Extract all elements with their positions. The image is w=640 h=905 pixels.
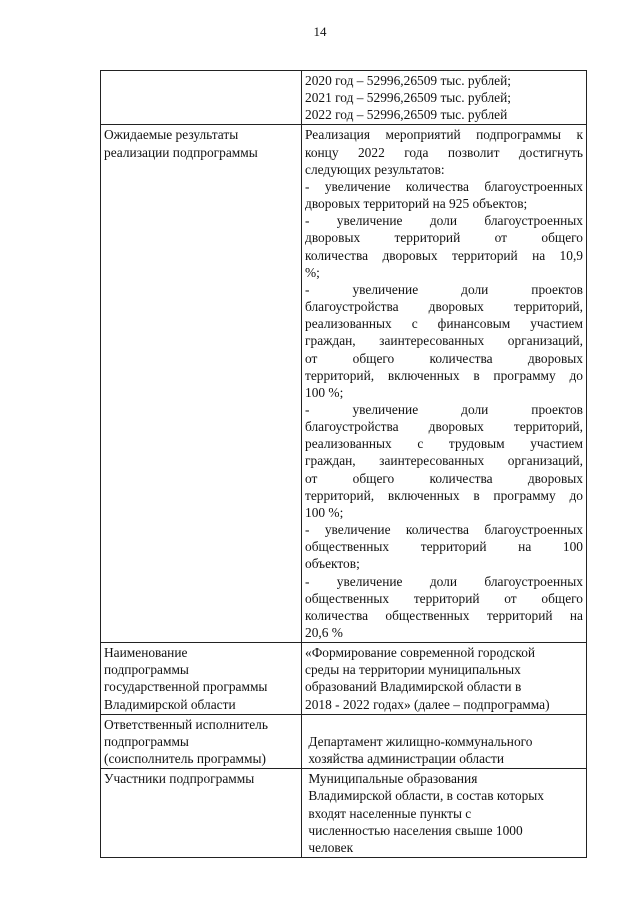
value-line: 100 %; [305, 384, 344, 400]
value-line: следующих результатов: [305, 161, 445, 177]
value-line: - увеличение количества благоустроенных [305, 522, 583, 538]
value-line: - увеличение доли проектов [305, 401, 583, 417]
row-value-cell [302, 71, 587, 125]
value-line: - увеличение доли проектов [305, 281, 583, 297]
label-line: Наименование [104, 645, 188, 661]
value-line: благоустройства дворовых территорий, [305, 299, 583, 315]
value-line: человек [305, 839, 354, 855]
value-line: 2022 год – 52996,26509 тыс. рублей [305, 107, 508, 123]
value-line: 2018 - 2022 годах» (далее – подпрограмма) [305, 696, 550, 712]
table-row [101, 643, 587, 715]
label-line: Владимирской области [104, 696, 236, 712]
value-line: количества общественных территорий на [305, 607, 583, 623]
value-line: благоустройства дворовых территорий, [305, 419, 583, 435]
value-line: 100 %; [305, 504, 344, 520]
value-line: Департамент жилищно-коммунального [305, 733, 533, 749]
label-line: Ожидаемые результаты [104, 127, 239, 143]
value-line: дворовых территорий от общего [305, 230, 583, 246]
value-line: территорий, включенных в программу до [305, 487, 583, 503]
table-row [101, 71, 587, 125]
value-line: Владимирской области, в состав которых [305, 788, 544, 804]
label-line: реализации подпрограммы [104, 144, 258, 160]
row-value-cell [302, 643, 587, 715]
value-line: «Формирование современной городской [305, 645, 536, 661]
value-line: образований Владимирской области в [305, 679, 522, 695]
value-line: Реализация мероприятий подпрограммы к [305, 127, 583, 143]
value-line: общественных территорий от общего [305, 590, 583, 606]
value-line: объектов; [305, 556, 360, 572]
value-line: от общего количества дворовых [305, 350, 583, 366]
value-line: общественных территорий на 100 [305, 539, 583, 555]
value-line: реализованных с трудовым участием [305, 436, 583, 452]
row-label-cell [101, 769, 302, 858]
value-line: дворовых территорий на 925 объектов; [305, 196, 528, 212]
value-line: - увеличение количества благоустроенных [305, 178, 583, 194]
value-line: граждан, заинтересованных организаций, [305, 453, 583, 469]
value-line: %; [305, 264, 320, 280]
table-body [101, 71, 587, 858]
table-row [101, 769, 587, 858]
row-label-cell [101, 71, 302, 125]
value-line: реализованных с финансовым участием [305, 316, 583, 332]
row-value-cell [302, 125, 587, 643]
value-line: хозяйства администрации области [305, 751, 505, 767]
value-line: численностью населения свыше 1000 [305, 822, 523, 838]
value-line: количества дворовых территорий на 10,9 [305, 247, 583, 263]
label-line: Ответственный исполнитель [104, 716, 268, 732]
value-line: концу 2022 года позволит достигнуть [305, 144, 583, 160]
row-value-cell [302, 714, 587, 768]
value-line: граждан, заинтересованных организаций, [305, 333, 583, 349]
subprogram-passport-table [100, 70, 587, 858]
value-line: территорий, включенных в программу до [305, 367, 583, 383]
row-label-cell [101, 125, 302, 643]
value-line: - увеличение доли благоустроенных [305, 573, 583, 589]
row-value-cell [302, 769, 587, 858]
label-line: подпрограммы [104, 662, 189, 678]
label-line: Участники подпрограммы [104, 771, 255, 787]
value-line: входят населенные пункты с [305, 805, 472, 821]
label-line: подпрограммы [104, 733, 189, 749]
value-line: - увеличение доли благоустроенных [305, 213, 583, 229]
value-line: 2020 год – 52996,26509 тыс. рублей; [305, 73, 511, 88]
label-line: государственной программы [104, 679, 268, 695]
value-line: от общего количества дворовых [305, 470, 583, 486]
label-line: (соисполнитель программы) [104, 751, 266, 767]
table-row [101, 714, 587, 768]
page-number: 14 [313, 24, 327, 39]
value-line: среды на территории муниципальных [305, 662, 521, 678]
value-line: Муниципальные образования [305, 771, 478, 787]
value-line: 2021 год – 52996,26509 тыс. рублей; [305, 90, 511, 106]
table-row [101, 125, 587, 643]
value-line [305, 716, 583, 733]
value-line: 20,6 % [305, 625, 343, 640]
row-label-cell [101, 643, 302, 715]
row-label-cell [101, 714, 302, 768]
